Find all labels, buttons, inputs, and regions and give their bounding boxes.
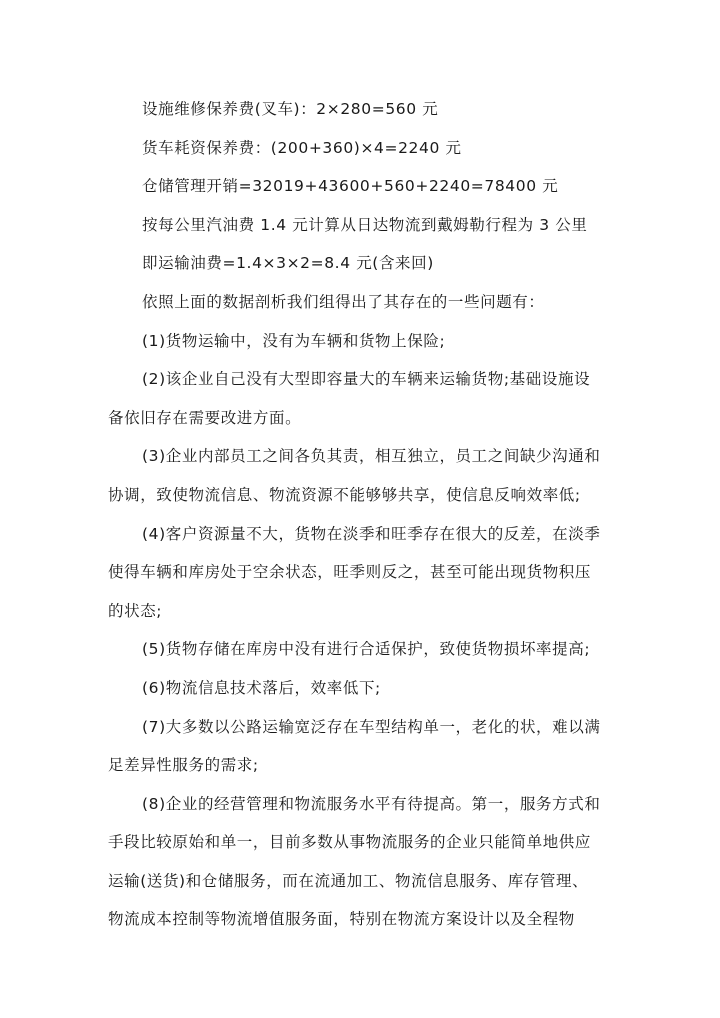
text-line: 的状态;	[108, 601, 163, 620]
text-line: 设施维修保养费(叉车)：2×280=560 元	[142, 100, 439, 118]
text-line: 备依旧存在需要改进方面。	[108, 408, 302, 427]
text-line: (5)货物存储在库房中没有进行合适保护，致使货物损坏率提高;	[142, 640, 591, 659]
text-line: (8)企业的经营管理和物流服务水平有待提高。第一，服务方式和	[142, 794, 601, 813]
text-line: (4)客户资源量不大，货物在淡季和旺季存在很大的反差，在淡季	[142, 524, 601, 543]
text-line: 货车耗资保养费：(200+360)×4=2240 元	[142, 138, 462, 157]
text-line: (1)货物运输中，没有为车辆和货物上保险;	[142, 331, 446, 350]
text-line: (2)该企业自己没有大型即容量大的车辆来运输货物;基础设施设	[142, 370, 591, 389]
text-line: 协调，致使物流信息、物流资源不能够够共享，使信息反响效率低;	[108, 485, 581, 504]
text-line: 物流成本控制等物流增值服务面，特别在物流方案设计以及全程物	[108, 910, 575, 929]
text-line: 即运输油费=1.4×3×2=8.4 元(含来回)	[142, 254, 434, 273]
text-line: 运输(送货)和仓储服务，而在流通加工、物流信息服务、库存管理、	[108, 871, 589, 890]
text-line: 依照上面的数据剖析我们组得出了其存在的一些问题有：	[142, 292, 545, 311]
text-line: 足差异性服务的需求;	[108, 756, 259, 775]
text-line: 仓储管理开销=32019+43600+560+2240=78400 元	[142, 177, 559, 196]
text-line: 按每公里汽油费 1.4 元计算从日达物流到戴姆勒行程为 3 公里	[142, 215, 588, 234]
text-line: 使得车辆和库房处于空余状态，旺季则反之，甚至可能出现货物积压	[108, 563, 592, 582]
text-line: (7)大多数以公路运输宽泛存在车型结构单一，老化的状，难以满	[142, 717, 601, 736]
text-line: (6)物流信息技术落后，效率低下;	[142, 678, 381, 697]
body-text	[108, 90, 601, 939]
text-line: (3)企业内部员工之间各负其责，相互独立，员工之间缺少沟通和	[142, 447, 601, 466]
text-line: 手段比较原始和单一，目前多数从事物流服务的企业只能简单地供应	[108, 833, 592, 852]
